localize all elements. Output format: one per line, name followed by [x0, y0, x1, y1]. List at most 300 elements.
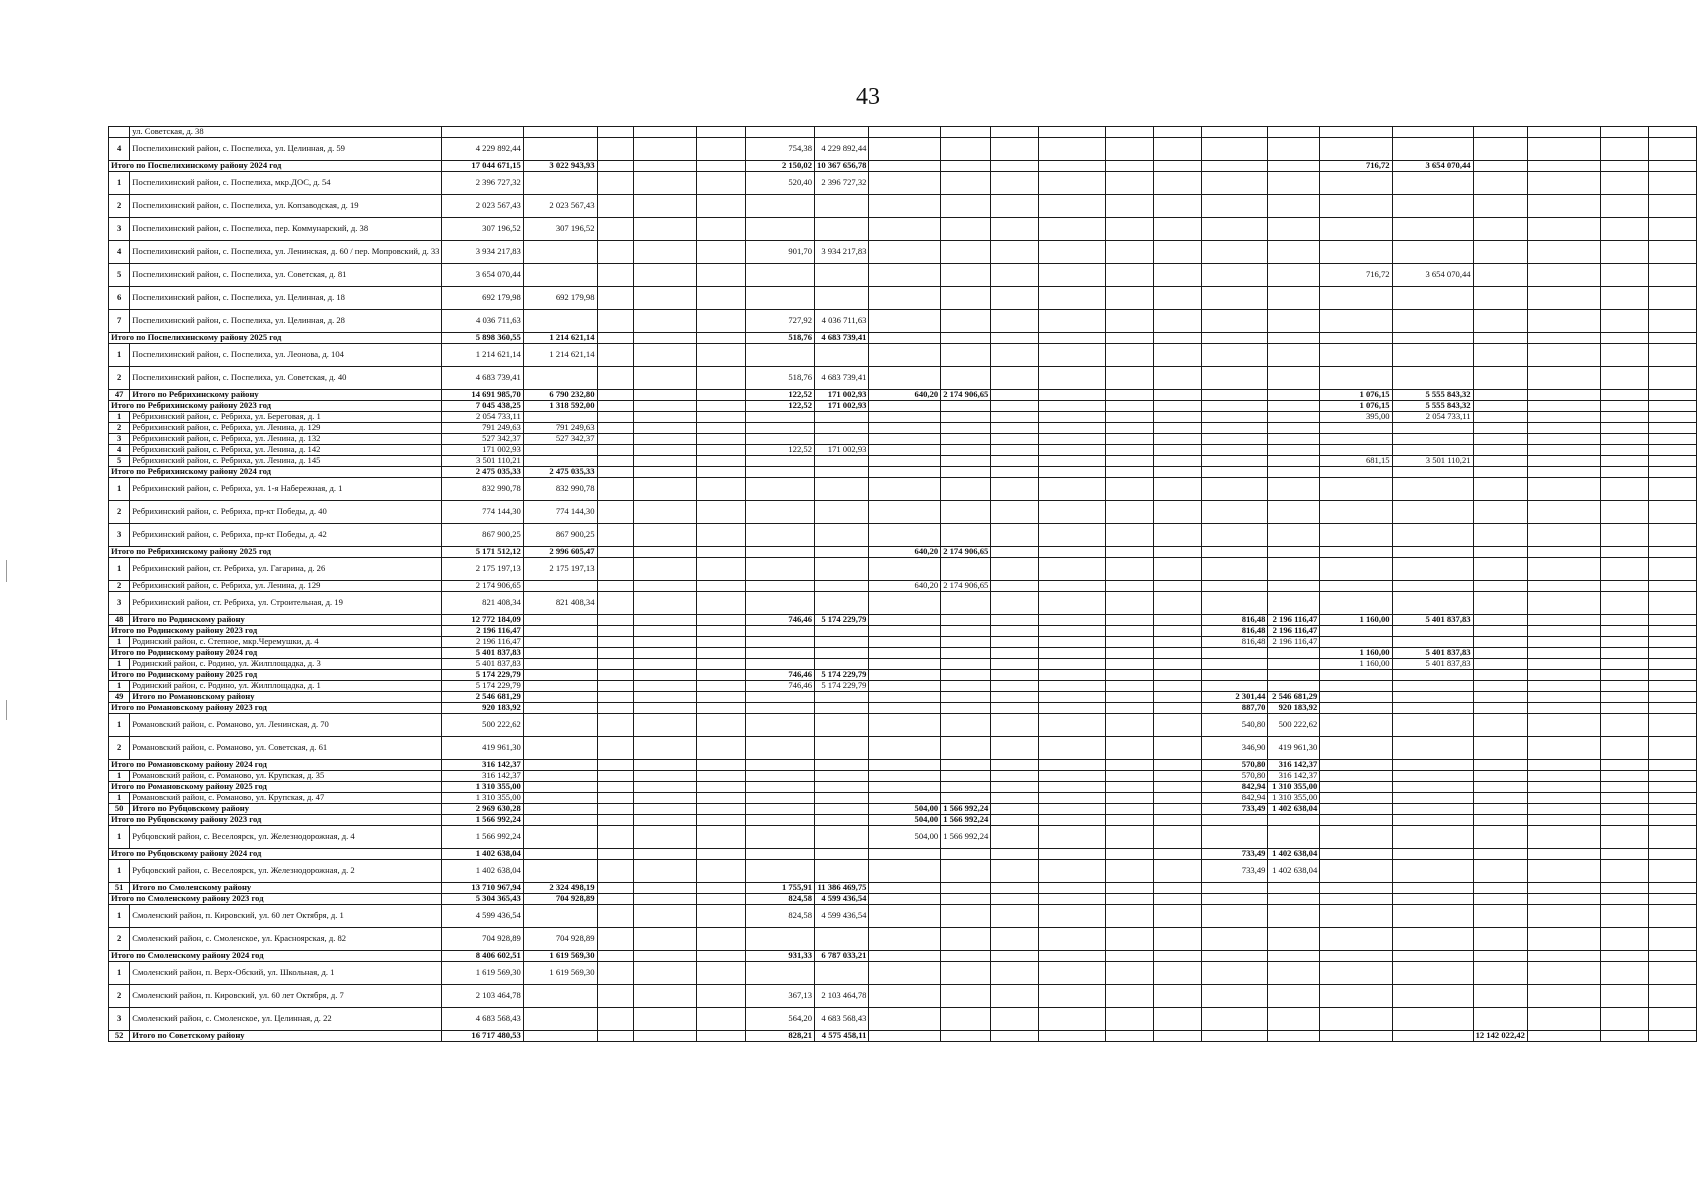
value-cell-c15	[1268, 815, 1320, 826]
value-cell-c21	[1649, 962, 1697, 985]
value-cell-c17: 5 555 843,32	[1392, 390, 1473, 401]
value-cell-c14	[1201, 287, 1268, 310]
table-row	[109, 804, 1697, 815]
value-cell-c8: 640,20	[869, 390, 941, 401]
value-cell-c7	[815, 737, 869, 760]
value-cell-c16	[1320, 501, 1392, 524]
value-cell-c1: 2 023 567,43	[442, 195, 523, 218]
value-cell-c21	[1649, 692, 1697, 703]
value-cell-c18	[1473, 737, 1527, 760]
value-cell-c6: 727,92	[746, 310, 815, 333]
value-cell-c20	[1601, 412, 1649, 423]
address: Рубцовский район, с. Веселоярск, ул. Железнодорожная, д. 2	[130, 860, 442, 883]
value-cell-c8	[869, 703, 941, 714]
value-cell-c9	[941, 127, 991, 138]
row-number: 1	[109, 558, 130, 581]
value-cell-c4	[634, 703, 696, 714]
value-cell-c21	[1649, 714, 1697, 737]
value-cell-c15: 1 402 638,04	[1268, 804, 1320, 815]
value-cell-c14: 816,48	[1201, 615, 1268, 626]
value-cell-c12	[1106, 883, 1154, 894]
value-cell-c2	[523, 637, 597, 648]
value-cell-c7: 2 396 727,32	[815, 172, 869, 195]
value-cell-c19	[1527, 592, 1600, 615]
value-cell-c8	[869, 692, 941, 703]
value-cell-c9	[941, 161, 991, 172]
value-cell-c14	[1201, 501, 1268, 524]
value-cell-c7: 4 575 458,11	[815, 1031, 869, 1042]
value-cell-c6: 931,33	[746, 951, 815, 962]
district-title: Итого по Рубцовскому району	[130, 804, 442, 815]
row-number	[109, 127, 130, 138]
value-cell-c8	[869, 467, 941, 478]
value-cell-c3	[597, 692, 634, 703]
value-cell-c9	[941, 344, 991, 367]
value-cell-c12	[1106, 985, 1154, 1008]
value-cell-c16	[1320, 592, 1392, 615]
value-cell-c1: 2 196 116,47	[442, 626, 523, 637]
value-cell-c16: 1 160,00	[1320, 648, 1392, 659]
value-cell-c7	[815, 478, 869, 501]
value-cell-c10	[991, 264, 1039, 287]
value-cell-c20	[1601, 127, 1649, 138]
scan-edge-mark	[6, 700, 7, 720]
value-cell-c15: 419 961,30	[1268, 737, 1320, 760]
table-row	[109, 681, 1697, 692]
value-cell-c3	[597, 1031, 634, 1042]
value-cell-c7	[815, 648, 869, 659]
address: Ребрихинский район, ст. Ребриха, ул. Гагарина, д. 26	[130, 558, 442, 581]
value-cell-c16	[1320, 703, 1392, 714]
value-cell-c10	[991, 501, 1039, 524]
value-cell-c19	[1527, 648, 1600, 659]
value-cell-c7: 3 934 217,83	[815, 241, 869, 264]
value-cell-c5	[696, 714, 746, 737]
value-cell-c21	[1649, 951, 1697, 962]
value-cell-c13	[1153, 367, 1201, 390]
value-cell-c21	[1649, 804, 1697, 815]
value-cell-c20	[1601, 804, 1649, 815]
value-cell-c8	[869, 894, 941, 905]
value-cell-c6	[746, 737, 815, 760]
address: Ребрихинский район, с. Ребриха, ул. Береговая, д. 1	[130, 412, 442, 423]
value-cell-c15	[1268, 434, 1320, 445]
value-cell-c12	[1106, 782, 1154, 793]
value-cell-c4	[634, 815, 696, 826]
value-cell-c10	[991, 401, 1039, 412]
value-cell-c17	[1392, 333, 1473, 344]
value-cell-c13	[1153, 681, 1201, 692]
value-cell-c6	[746, 478, 815, 501]
value-cell-c6	[746, 127, 815, 138]
value-cell-c18	[1473, 287, 1527, 310]
value-cell-c14: 346,90	[1201, 737, 1268, 760]
value-cell-c1: 1 566 992,24	[442, 815, 523, 826]
value-cell-c16	[1320, 962, 1392, 985]
value-cell-c14	[1201, 367, 1268, 390]
value-cell-c9	[941, 692, 991, 703]
value-cell-c13	[1153, 592, 1201, 615]
value-cell-c21	[1649, 423, 1697, 434]
value-cell-c1: 2 475 035,33	[442, 467, 523, 478]
value-cell-c3	[597, 659, 634, 670]
value-cell-c15	[1268, 670, 1320, 681]
value-cell-c20	[1601, 782, 1649, 793]
value-cell-c4	[634, 161, 696, 172]
value-cell-c1: 1 402 638,04	[442, 860, 523, 883]
district-title: Итого по Ребрихинскому району	[130, 390, 442, 401]
value-cell-c7: 4 599 436,54	[815, 894, 869, 905]
value-cell-c17	[1392, 670, 1473, 681]
row-number: 1	[109, 826, 130, 849]
value-cell-c10	[991, 860, 1039, 883]
value-cell-c2	[523, 445, 597, 456]
value-cell-c4	[634, 849, 696, 860]
value-cell-c10	[991, 127, 1039, 138]
value-cell-c11	[1039, 127, 1106, 138]
address: Поспелихинский район, с. Поспелиха, ул. Целинная, д. 18	[130, 287, 442, 310]
value-cell-c1: 2 969 630,28	[442, 804, 523, 815]
address: Смоленский район, с. Смоленское, ул. Красноярская, д. 82	[130, 928, 442, 951]
address: Ребрихинский район, с. Ребриха, пр-кт Победы, д. 40	[130, 501, 442, 524]
table-row	[109, 412, 1697, 423]
value-cell-c6	[746, 637, 815, 648]
value-cell-c4	[634, 951, 696, 962]
value-cell-c18	[1473, 615, 1527, 626]
value-cell-c15	[1268, 467, 1320, 478]
value-cell-c10	[991, 670, 1039, 681]
value-cell-c10	[991, 467, 1039, 478]
value-cell-c11	[1039, 849, 1106, 860]
value-cell-c11	[1039, 467, 1106, 478]
value-cell-c8	[869, 1008, 941, 1031]
value-cell-c16	[1320, 172, 1392, 195]
value-cell-c8	[869, 782, 941, 793]
value-cell-c10	[991, 951, 1039, 962]
value-cell-c21	[1649, 648, 1697, 659]
table-row	[109, 883, 1697, 894]
value-cell-c4	[634, 962, 696, 985]
value-cell-c18	[1473, 714, 1527, 737]
value-cell-c15	[1268, 412, 1320, 423]
value-cell-c11	[1039, 637, 1106, 648]
value-cell-c11	[1039, 815, 1106, 826]
value-cell-c19	[1527, 344, 1600, 367]
value-cell-c11	[1039, 344, 1106, 367]
value-cell-c15: 1 310 355,00	[1268, 782, 1320, 793]
value-cell-c14	[1201, 524, 1268, 547]
value-cell-c5	[696, 793, 746, 804]
value-cell-c2	[523, 172, 597, 195]
value-cell-c12	[1106, 558, 1154, 581]
table-row	[109, 434, 1697, 445]
table-row	[109, 161, 1697, 172]
value-cell-c21	[1649, 478, 1697, 501]
value-cell-c21	[1649, 760, 1697, 771]
value-cell-c19	[1527, 615, 1600, 626]
value-cell-c12	[1106, 928, 1154, 951]
table-row	[109, 581, 1697, 592]
value-cell-c6	[746, 760, 815, 771]
value-cell-c1: 821 408,34	[442, 592, 523, 615]
value-cell-c21	[1649, 985, 1697, 1008]
value-cell-c12	[1106, 423, 1154, 434]
value-cell-c8	[869, 310, 941, 333]
value-cell-c12	[1106, 760, 1154, 771]
value-cell-c20	[1601, 524, 1649, 547]
value-cell-c21	[1649, 928, 1697, 951]
value-cell-c18	[1473, 412, 1527, 423]
value-cell-c5	[696, 1031, 746, 1042]
value-cell-c19	[1527, 703, 1600, 714]
value-cell-c9	[941, 1031, 991, 1042]
value-cell-c14: 733,49	[1201, 804, 1268, 815]
value-cell-c9	[941, 703, 991, 714]
value-cell-c9	[941, 310, 991, 333]
value-cell-c15	[1268, 883, 1320, 894]
value-cell-c10	[991, 962, 1039, 985]
value-cell-c20	[1601, 826, 1649, 849]
value-cell-c4	[634, 648, 696, 659]
value-cell-c18	[1473, 524, 1527, 547]
value-cell-c6	[746, 771, 815, 782]
value-cell-c17: 5 401 837,83	[1392, 648, 1473, 659]
value-cell-c13	[1153, 637, 1201, 648]
value-cell-c1: 500 222,62	[442, 714, 523, 737]
value-cell-c15	[1268, 172, 1320, 195]
value-cell-c7	[815, 524, 869, 547]
value-cell-c11	[1039, 241, 1106, 264]
value-cell-c19	[1527, 737, 1600, 760]
value-cell-c6	[746, 714, 815, 737]
value-cell-c15	[1268, 241, 1320, 264]
value-cell-c21	[1649, 547, 1697, 558]
address: Смоленский район, п. Верх-Обский, ул. Школьная, д. 1	[130, 962, 442, 985]
value-cell-c15	[1268, 826, 1320, 849]
value-cell-c21	[1649, 367, 1697, 390]
value-cell-c1: 527 342,37	[442, 434, 523, 445]
value-cell-c17	[1392, 1008, 1473, 1031]
value-cell-c1: 171 002,93	[442, 445, 523, 456]
value-cell-c11	[1039, 985, 1106, 1008]
value-cell-c7	[815, 804, 869, 815]
value-cell-c16	[1320, 333, 1392, 344]
value-cell-c15	[1268, 905, 1320, 928]
value-cell-c9: 2 174 906,65	[941, 547, 991, 558]
value-cell-c3	[597, 737, 634, 760]
value-cell-c10	[991, 287, 1039, 310]
table-row	[109, 501, 1697, 524]
table-row	[109, 793, 1697, 804]
value-cell-c12	[1106, 670, 1154, 681]
address: Родинский район, с. Родино, ул. Жилплощадка, д. 3	[130, 659, 442, 670]
table-row	[109, 401, 1697, 412]
value-cell-c5	[696, 445, 746, 456]
value-cell-c4	[634, 1008, 696, 1031]
value-cell-c6	[746, 524, 815, 547]
value-cell-c21	[1649, 581, 1697, 592]
value-cell-c20	[1601, 423, 1649, 434]
value-cell-c11	[1039, 558, 1106, 581]
value-cell-c8: 504,00	[869, 815, 941, 826]
value-cell-c12	[1106, 1031, 1154, 1042]
value-cell-c17	[1392, 558, 1473, 581]
value-cell-c3	[597, 637, 634, 648]
value-cell-c10	[991, 412, 1039, 423]
value-cell-c1: 4 036 711,63	[442, 310, 523, 333]
value-cell-c17	[1392, 760, 1473, 771]
value-cell-c18: 12 142 022,42	[1473, 1031, 1527, 1042]
value-cell-c16: 1 160,00	[1320, 659, 1392, 670]
value-cell-c5	[696, 478, 746, 501]
value-cell-c4	[634, 333, 696, 344]
value-cell-c9	[941, 659, 991, 670]
value-cell-c16: 1 076,15	[1320, 390, 1392, 401]
value-cell-c20	[1601, 333, 1649, 344]
value-cell-c17: 5 401 837,83	[1392, 659, 1473, 670]
value-cell-c17: 3 654 070,44	[1392, 161, 1473, 172]
value-cell-c8	[869, 928, 941, 951]
value-cell-c13	[1153, 985, 1201, 1008]
value-cell-c17	[1392, 367, 1473, 390]
value-cell-c19	[1527, 412, 1600, 423]
value-cell-c5	[696, 592, 746, 615]
value-cell-c14	[1201, 390, 1268, 401]
value-cell-c7	[815, 771, 869, 782]
value-cell-c10	[991, 659, 1039, 670]
value-cell-c15: 2 196 116,47	[1268, 615, 1320, 626]
value-cell-c13	[1153, 1008, 1201, 1031]
value-cell-c18	[1473, 905, 1527, 928]
value-cell-c7	[815, 962, 869, 985]
value-cell-c10	[991, 815, 1039, 826]
value-cell-c6: 122,52	[746, 445, 815, 456]
value-cell-c11	[1039, 478, 1106, 501]
value-cell-c6	[746, 547, 815, 558]
value-cell-c13	[1153, 793, 1201, 804]
value-cell-c20	[1601, 771, 1649, 782]
value-cell-c21	[1649, 659, 1697, 670]
value-cell-c8	[869, 793, 941, 804]
value-cell-c2: 704 928,89	[523, 894, 597, 905]
value-cell-c5	[696, 138, 746, 161]
value-cell-c3	[597, 1008, 634, 1031]
value-cell-c19	[1527, 367, 1600, 390]
value-cell-c9	[941, 367, 991, 390]
value-cell-c11	[1039, 592, 1106, 615]
value-cell-c5	[696, 703, 746, 714]
value-cell-c13	[1153, 782, 1201, 793]
address: Родинский район, с. Родино, ул. Жилплощадка, д. 1	[130, 681, 442, 692]
value-cell-c14	[1201, 894, 1268, 905]
value-cell-c6	[746, 860, 815, 883]
value-cell-c4	[634, 615, 696, 626]
value-cell-c16	[1320, 1008, 1392, 1031]
value-cell-c13	[1153, 849, 1201, 860]
value-cell-c18	[1473, 558, 1527, 581]
address: Поспелихинский район, с. Поспелиха, пер. Коммунарский, д. 38	[130, 218, 442, 241]
value-cell-c18	[1473, 826, 1527, 849]
value-cell-c11	[1039, 195, 1106, 218]
address: Ребрихинский район, с. Ребриха, ул. 1-я Набережная, д. 1	[130, 478, 442, 501]
value-cell-c20	[1601, 905, 1649, 928]
value-cell-c12	[1106, 456, 1154, 467]
value-cell-c8	[869, 333, 941, 344]
value-cell-c13	[1153, 905, 1201, 928]
value-cell-c10	[991, 826, 1039, 849]
value-cell-c6	[746, 849, 815, 860]
value-cell-c9: 2 174 906,65	[941, 390, 991, 401]
value-cell-c1: 1 566 992,24	[442, 826, 523, 849]
value-cell-c20	[1601, 241, 1649, 264]
value-cell-c6	[746, 648, 815, 659]
district-title: Итого по Романовскому району	[130, 692, 442, 703]
value-cell-c13	[1153, 524, 1201, 547]
value-cell-c21	[1649, 195, 1697, 218]
value-cell-c16	[1320, 737, 1392, 760]
value-cell-c1: 3 934 217,83	[442, 241, 523, 264]
row-number: 1	[109, 659, 130, 670]
address: Смоленский район, с. Смоленское, ул. Целинная, д. 22	[130, 1008, 442, 1031]
value-cell-c4	[634, 883, 696, 894]
value-cell-c2: 2 175 197,13	[523, 558, 597, 581]
value-cell-c10	[991, 1031, 1039, 1042]
value-cell-c7	[815, 287, 869, 310]
value-cell-c6	[746, 264, 815, 287]
value-cell-c14	[1201, 962, 1268, 985]
value-cell-c2: 6 790 232,80	[523, 390, 597, 401]
value-cell-c3	[597, 760, 634, 771]
value-cell-c16	[1320, 883, 1392, 894]
value-cell-c5	[696, 423, 746, 434]
value-cell-c6: 122,52	[746, 401, 815, 412]
value-cell-c4	[634, 138, 696, 161]
value-cell-c16: 395,00	[1320, 412, 1392, 423]
table-row	[109, 760, 1697, 771]
value-cell-c16	[1320, 826, 1392, 849]
value-cell-c18	[1473, 127, 1527, 138]
value-cell-c20	[1601, 287, 1649, 310]
value-cell-c18	[1473, 161, 1527, 172]
value-cell-c6	[746, 412, 815, 423]
value-cell-c9	[941, 456, 991, 467]
value-cell-c13	[1153, 423, 1201, 434]
value-cell-c1: 7 045 438,25	[442, 401, 523, 412]
value-cell-c19	[1527, 333, 1600, 344]
value-cell-c10	[991, 782, 1039, 793]
value-cell-c2: 1 318 592,00	[523, 401, 597, 412]
value-cell-c20	[1601, 815, 1649, 826]
value-cell-c17	[1392, 962, 1473, 985]
value-cell-c7	[815, 692, 869, 703]
address: Ребрихинский район, с. Ребриха, ул. Ленина, д. 132	[130, 434, 442, 445]
value-cell-c19	[1527, 826, 1600, 849]
address: Поспелихинский район, с. Поспелиха, мкр.ДОС, д. 54	[130, 172, 442, 195]
value-cell-c20	[1601, 558, 1649, 581]
value-cell-c15	[1268, 218, 1320, 241]
value-cell-c3	[597, 467, 634, 478]
value-cell-c13	[1153, 478, 1201, 501]
value-cell-c20	[1601, 637, 1649, 648]
value-cell-c7	[815, 782, 869, 793]
value-cell-c3	[597, 478, 634, 501]
row-number: 5	[109, 456, 130, 467]
value-cell-c3	[597, 558, 634, 581]
value-cell-c6	[746, 558, 815, 581]
value-cell-c2	[523, 692, 597, 703]
value-cell-c16	[1320, 423, 1392, 434]
value-cell-c12	[1106, 138, 1154, 161]
